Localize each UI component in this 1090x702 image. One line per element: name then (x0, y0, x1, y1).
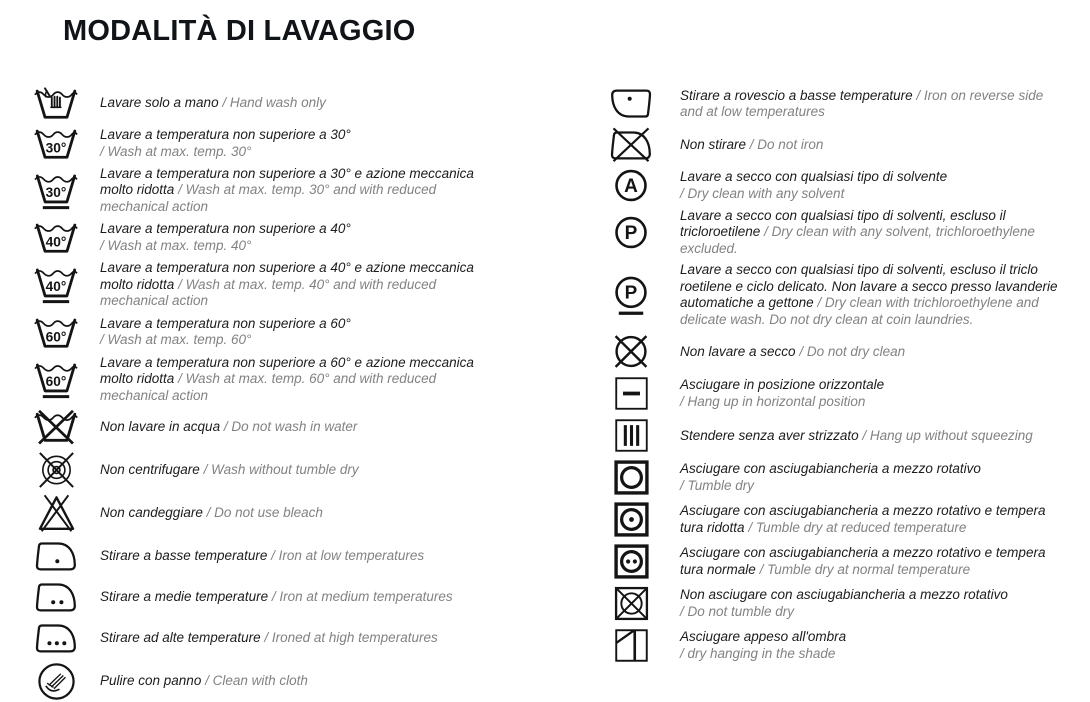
label-english: / Hang up without squeezing (862, 427, 1033, 443)
care-item (608, 262, 1080, 328)
label-english: / Wash at max. temp. 40° and with reduced mechanical action (100, 276, 437, 309)
care-item-text (680, 503, 1058, 536)
label-italian: Asciugare con asciugabiancheria a mezzo rotativo e tempera tura ridotta (680, 503, 1046, 535)
iron-reverse-low-icon (608, 86, 654, 122)
care-item (33, 355, 515, 404)
care-item (33, 661, 515, 702)
wash-40-icon (33, 220, 79, 255)
label-italian: Pulire con panno (100, 673, 202, 689)
dry-in-shade-icon (608, 627, 654, 664)
care-item (33, 494, 515, 533)
do-not-dry-clean-icon (608, 333, 654, 370)
dry-clean-petroleum-icon (608, 215, 654, 250)
icon-glyph: 60° (45, 373, 67, 389)
label-english: / Tumble dry (680, 477, 755, 493)
care-item (33, 620, 515, 656)
label-italian: Lavare a secco con qualsiasi tipo di solvente (680, 169, 948, 185)
do-not-spin-icon (33, 451, 79, 489)
care-item-text (680, 262, 1058, 328)
iron-high-icon (33, 620, 79, 656)
label-english: / Iron on reverse side and at low temperatures (680, 87, 1044, 119)
care-item (608, 168, 1080, 203)
label-english: / Hand wash only (222, 95, 326, 111)
icon-glyph: 40° (45, 234, 67, 250)
tumble-dry-normal-icon (608, 543, 654, 580)
wash-60-icon (33, 315, 79, 350)
label-italian: Non asciugare con asciugabiancheria a mezzo rotativo (680, 587, 1008, 603)
care-item-text (100, 673, 482, 689)
label-english: / Tumble dry at reduced temperature (748, 519, 967, 535)
care-item (608, 86, 1080, 122)
care-item (608, 459, 1080, 496)
care-item-text (680, 428, 1058, 444)
care-item-text (100, 505, 482, 521)
label-english: / Ironed at high temperatures (264, 629, 438, 645)
care-item-text (100, 589, 482, 605)
label-english: / Wash without tumble dry (203, 461, 359, 477)
clean-with-cloth-icon (33, 661, 79, 702)
label-italian: Lavare a temperatura non superiore a 60° (100, 315, 351, 331)
icon-glyph: A (624, 175, 638, 197)
do-not-bleach-icon (33, 494, 79, 533)
care-item-text (100, 95, 482, 111)
label-italian: Stirare a medie temperature (100, 588, 269, 604)
care-item-text (100, 127, 482, 160)
care-item-text (680, 137, 1058, 153)
label-italian: Lavare a temperatura non superiore a 40° (100, 221, 351, 237)
label-english: / Clean with cloth (205, 673, 308, 689)
label-english: / Do not wash in water (223, 419, 358, 435)
care-item (608, 501, 1080, 538)
care-item-text (100, 221, 482, 254)
label-italian: Lavare a temperatura non superiore a 40° e azione meccanica molto ridotta (100, 260, 474, 292)
drip-dry-icon (608, 417, 654, 454)
label-italian: Asciugare con asciugabiancheria a mezzo rotativo (680, 461, 981, 477)
label-italian: Lavare a temperatura non superiore a 30° (100, 127, 351, 143)
care-item (33, 409, 515, 446)
care-item (33, 315, 515, 350)
label-english: / Do not use bleach (206, 505, 323, 521)
label-italian: Non stirare (680, 136, 747, 152)
care-item (33, 451, 515, 489)
dry-flat-icon (608, 375, 654, 412)
page-title: MODALITÀ DI LAVAGGIO (63, 15, 416, 47)
label-italian: Stirare a rovescio a basse temperature (680, 87, 913, 103)
label-english: / Dry clean with any solvent, trichloroethylene excluded. (680, 224, 1035, 256)
care-item-text (680, 629, 1058, 662)
label-italian: Stirare a basse temperature (100, 547, 268, 563)
column-left (33, 86, 515, 702)
dry-clean-petroleum-delicate-icon (608, 275, 654, 316)
label-italian: Asciugare in posizione orizzontale (680, 377, 885, 393)
wash-60-reduced-icon (33, 360, 79, 400)
tumble-dry-icon (608, 459, 654, 496)
care-item-text (100, 316, 482, 349)
care-item (608, 417, 1080, 454)
care-item (608, 375, 1080, 412)
care-item (33, 538, 515, 574)
label-english: / Do not tumble dry (680, 603, 795, 619)
column-right (608, 86, 1080, 664)
label-english: / dry hanging in the shade (680, 645, 836, 661)
label-english: / Iron at medium temperatures (271, 588, 453, 604)
label-english: / Dry clean with any solvent (680, 185, 845, 201)
wash-40-reduced-icon (33, 265, 79, 305)
hand-wash-icon (33, 86, 79, 121)
care-item-text (680, 88, 1058, 121)
label-italian: Non candeggiare (100, 505, 203, 521)
columns-container (33, 86, 1090, 702)
label-italian: Non lavare in acqua (100, 419, 221, 435)
care-item (33, 260, 515, 309)
care-item-text (100, 419, 482, 435)
care-item (608, 585, 1080, 622)
care-item-text (680, 208, 1058, 257)
label-italian: Asciugare appeso all'ombra (680, 629, 847, 645)
care-item-text (100, 166, 482, 215)
care-item-text (680, 169, 1058, 202)
care-item-text (680, 461, 1058, 494)
label-italian: Lavare a temperatura non superiore a 60° e azione meccanica molto ridotta (100, 354, 474, 387)
label-english: / Wash at max. temp. 30° (100, 143, 252, 159)
label-italian: Non lavare a secco (680, 343, 796, 359)
do-not-iron-icon (608, 127, 654, 163)
iron-low-icon (33, 538, 79, 574)
label-english: / Do not iron (749, 136, 824, 152)
label-italian: Lavare a secco con qualsiasi tipo di solventi, escluso il triclo roetilene e ciclo delicato. Non lavare a secco presso lavanderie automatiche a gettone (680, 262, 1058, 311)
wash-30-icon (33, 126, 79, 161)
label-english: / Wash at max. temp. 60° (100, 332, 252, 348)
care-item-text (100, 548, 482, 564)
label-italian: Stendere senza aver strizzato (680, 427, 859, 443)
care-item-text (680, 587, 1058, 620)
label-english: / Tumble dry at normal temperature (759, 561, 971, 577)
care-item-text (100, 355, 482, 404)
care-item (33, 126, 515, 161)
care-item-text (680, 344, 1058, 360)
care-item-text (680, 545, 1058, 578)
care-item (608, 543, 1080, 580)
wash-30-reduced-icon (33, 171, 79, 211)
label-english: / Wash at max. temp. 30° and with reduced mechanical action (100, 182, 437, 214)
care-item (33, 579, 515, 615)
label-english: / Hang up in horizontal position (680, 393, 866, 409)
label-italian: Lavare a temperatura non superiore a 30° e azione meccanica molto ridotta (100, 166, 474, 198)
label-english: / Do not dry clean (799, 343, 906, 359)
care-item (33, 86, 515, 121)
care-item (33, 220, 515, 255)
care-item-text (100, 462, 482, 478)
do-not-wash-icon (33, 409, 79, 446)
icon-glyph: 30° (45, 140, 67, 156)
icon-glyph: P (624, 282, 638, 304)
label-italian: Lavare a secco con qualsiasi tipo di solventi, escluso il tricloroetilene (680, 208, 1006, 240)
icon-glyph: 60° (45, 329, 67, 345)
care-item (608, 627, 1080, 664)
dry-clean-any-solvent-icon (608, 168, 654, 203)
label-english: / Wash at max. temp. 40° (100, 237, 252, 253)
label-italian: Lavare solo a mano (100, 95, 219, 111)
iron-medium-icon (33, 579, 79, 615)
icon-glyph: P (624, 223, 638, 245)
icon-glyph: 40° (45, 279, 67, 295)
label-english: / Wash at max. temp. 60° and with reduced mechanical action (100, 371, 437, 403)
care-item-text (100, 260, 482, 309)
care-item-text (680, 377, 1058, 410)
label-english: / Iron at low temperatures (271, 547, 425, 563)
care-item (608, 127, 1080, 163)
care-item-text (100, 630, 482, 646)
care-item (33, 166, 515, 215)
icon-glyph: 30° (45, 184, 67, 200)
label-italian: Stirare ad alte temperature (100, 629, 261, 645)
label-italian: Asciugare con asciugabiancheria a mezzo rotativo e tempera tura normale (680, 545, 1046, 577)
label-english: / Dry clean with trichloroethylene and delicate wash. Do not dry clean at coin laundries. (680, 295, 1039, 327)
care-item (608, 333, 1080, 370)
tumble-dry-reduced-icon (608, 501, 654, 538)
do-not-tumble-dry-icon (608, 585, 654, 622)
label-italian: Non centrifugare (100, 461, 200, 477)
care-item (608, 208, 1080, 257)
